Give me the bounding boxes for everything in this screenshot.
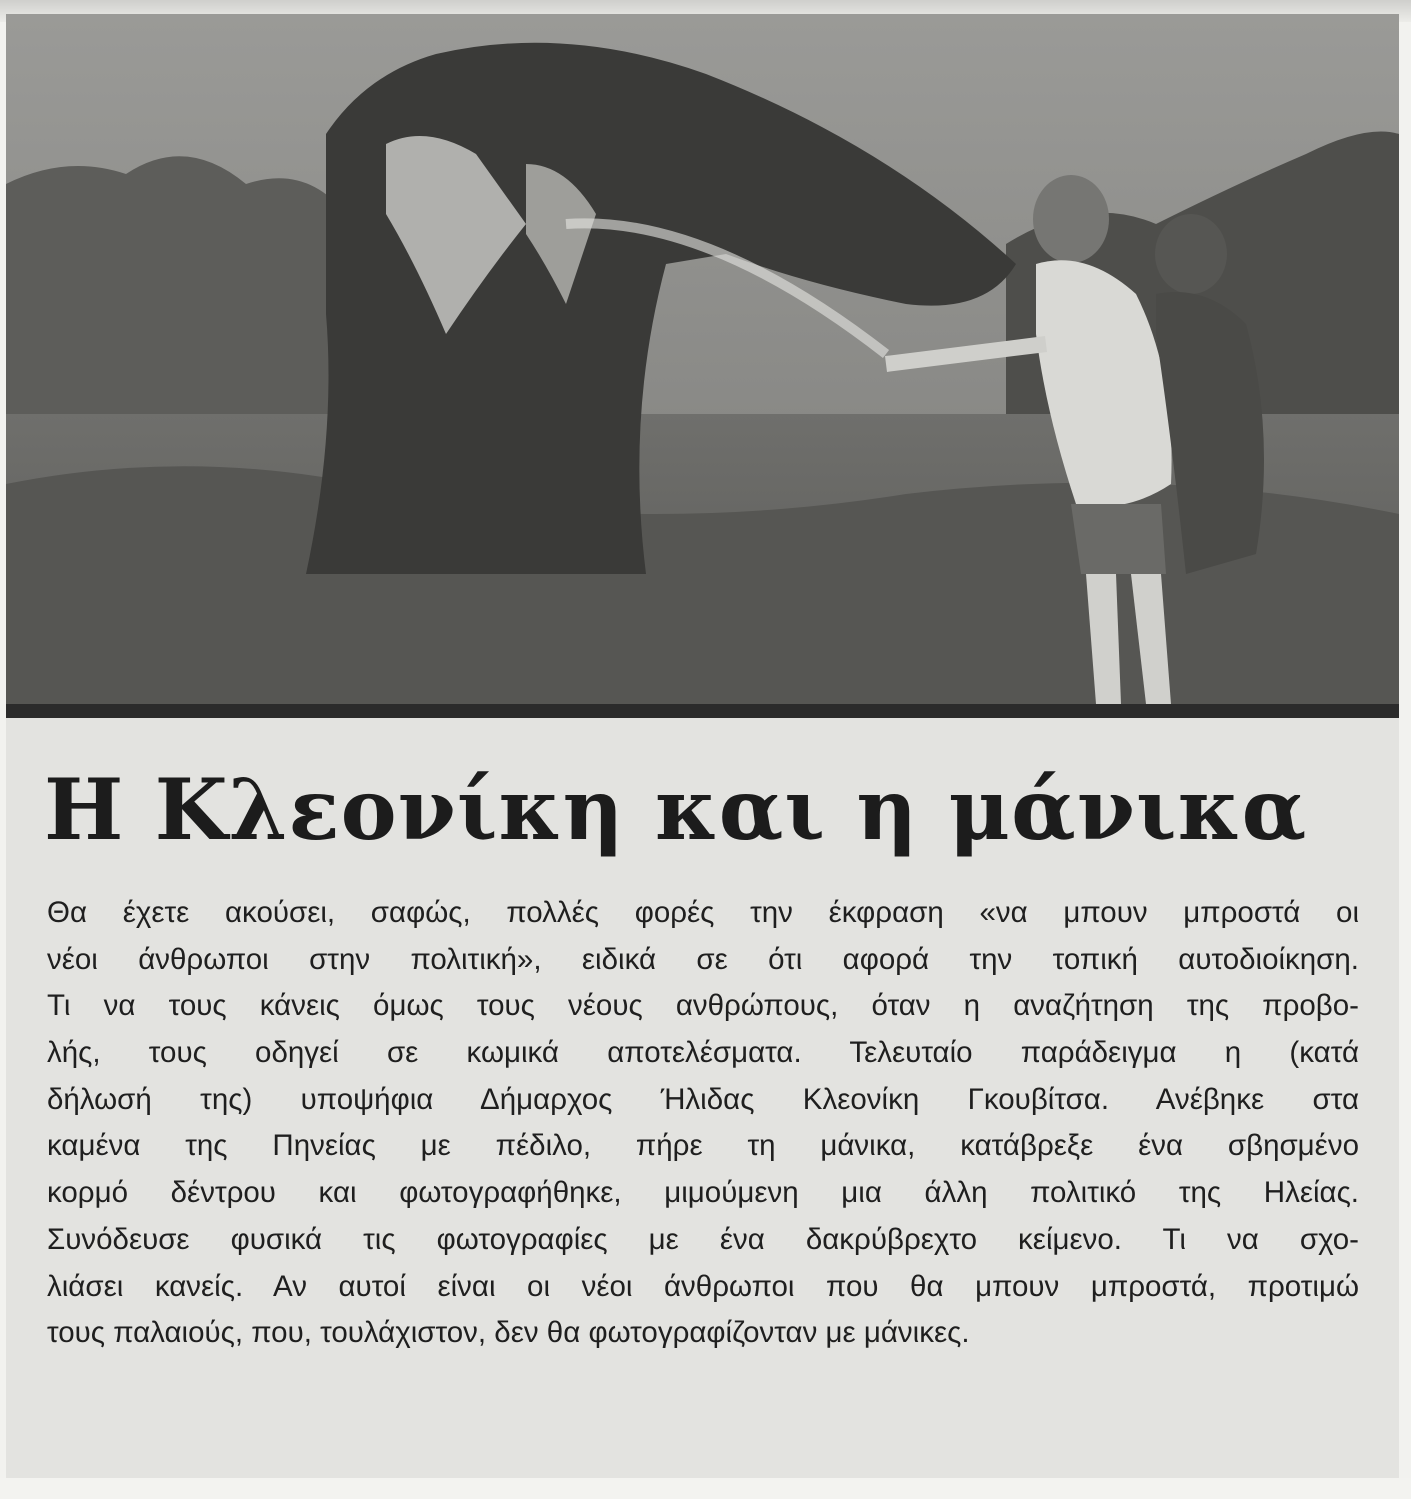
article-body (47, 890, 1359, 1357)
body-line: νέοι άνθρωποι στην πολιτική», ειδικά σε ότι αφορά την τοπική αυτοδιοίκηση. (47, 942, 1359, 976)
body-line: δήλωσή της) υποψήφια Δήμαρχος Ήλιδας Κλεονίκη Γκουβίτσα. Ανέβηκε στα (47, 1082, 1359, 1116)
bottom-edge (0, 1478, 1411, 1499)
body-line: κορμό δέντρου και φωτογραφήθηκε, μιμούμενη μια άλλη πολιτικό της Ηλείας. (47, 1176, 1359, 1210)
body-line: Συνόδευσε φυσικά τις φωτογραφίες με ένα δακρύβρεχτο κείμενο. Τι να σχο- (47, 1222, 1359, 1256)
body-line: λής, τους οδηγεί σε κωμικά αποτελέσματα. Τελευταίο παράδειγμα η (κατά (47, 1036, 1359, 1070)
news-photo (6, 14, 1399, 706)
body-line: τους παλαιούς, που, τουλάχιστον, δεν θα φωτογραφίζονταν με μάνικες. (47, 1316, 970, 1350)
body-line: Τι να τους κάνεις όμως τους νέους ανθρώπους, όταν η αναζήτηση της προβο- (47, 989, 1359, 1023)
body-line: καμένα της Πηνείας με πέδιλο, πήρε τη μάνικα, κατάβρεξε ένα σβησμένο (47, 1129, 1359, 1163)
photo-bottom-rule (6, 704, 1399, 718)
photo-of-woman-hosing-burnt-tree-trunk (6, 14, 1399, 706)
body-line: Θα έχετε ακούσει, σαφώς, πολλές φορές την έκφραση «να μπουν μπροστά οι (47, 896, 1359, 929)
body-line: λιάσει κανείς. Αν αυτοί είναι οι νέοι άνθρωποι που θα μπουν μπροστά, προτιμώ (47, 1269, 1359, 1303)
headline: Η Κλεονίκη και η μάνικα (44, 760, 1308, 859)
